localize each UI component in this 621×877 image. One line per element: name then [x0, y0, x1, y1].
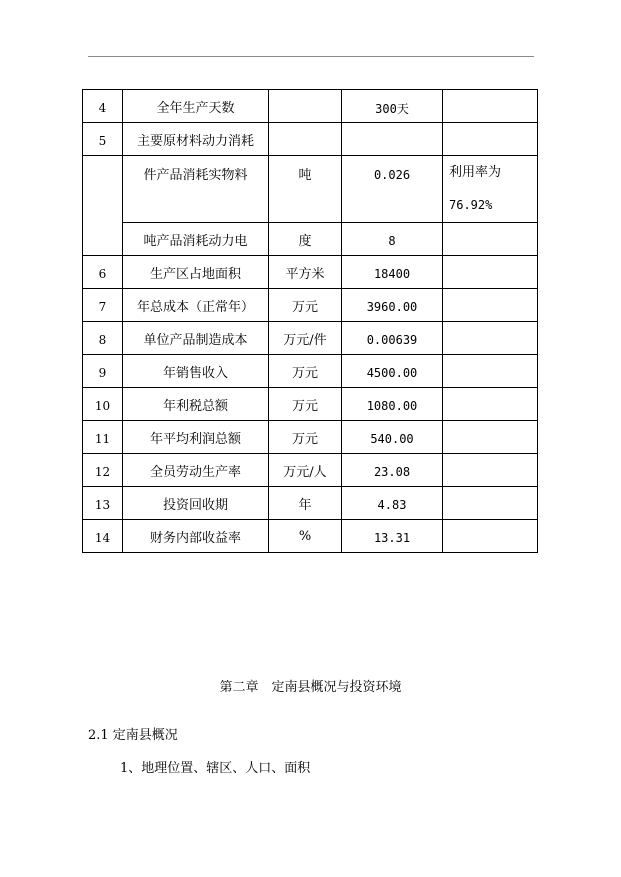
row-number: 9	[83, 355, 123, 388]
note-cell	[443, 520, 538, 553]
unit-cell: 平方米	[269, 256, 342, 289]
table-row	[83, 123, 538, 156]
value-cell: 1080.00	[342, 388, 443, 421]
note-cell	[443, 223, 538, 256]
value-cell: 18400	[342, 256, 443, 289]
row-number: 7	[83, 289, 123, 322]
unit-cell: %	[269, 520, 342, 553]
table-row	[83, 355, 538, 388]
table-row	[83, 90, 538, 123]
unit-cell: 万元	[269, 388, 342, 421]
row-number: 14	[83, 520, 123, 553]
table-row	[83, 520, 538, 553]
value-cell: 0.026	[342, 156, 443, 223]
table-row	[83, 388, 538, 421]
row-number: 11	[83, 421, 123, 454]
table-row	[83, 289, 538, 322]
note-cell	[443, 322, 538, 355]
item-name: 生产区占地面积	[123, 256, 269, 289]
row-number: 6	[83, 256, 123, 289]
value-cell: 4.83	[342, 487, 443, 520]
unit-cell: 吨	[269, 156, 342, 223]
value-cell: 0.00639	[342, 322, 443, 355]
table-row	[83, 223, 538, 256]
unit-cell: 年	[269, 487, 342, 520]
unit-cell	[269, 123, 342, 156]
item-name: 件产品消耗实物料	[123, 156, 269, 223]
row-number: 8	[83, 322, 123, 355]
value-cell	[342, 123, 443, 156]
subsection-title: 1、地理位置、辖区、人口、面积	[120, 761, 311, 776]
value-cell: 3960.00	[342, 289, 443, 322]
note-cell	[443, 256, 538, 289]
item-name: 吨产品消耗动力电	[123, 223, 269, 256]
value-cell: 300天	[342, 90, 443, 123]
note-cell	[443, 487, 538, 520]
item-name: 全年生产天数	[123, 90, 269, 123]
item-name: 财务内部收益率	[123, 520, 269, 553]
value-cell: 4500.00	[342, 355, 443, 388]
unit-cell: 万元	[269, 421, 342, 454]
note-line: 76.92%	[449, 198, 493, 212]
row-number: 5	[83, 123, 123, 156]
table-row	[83, 256, 538, 289]
item-name: 单位产品制造成本	[123, 322, 269, 355]
unit-cell: 万元	[269, 289, 342, 322]
table-row	[83, 487, 538, 520]
header-rule	[88, 56, 534, 57]
item-name: 年总成本（正常年）	[123, 289, 269, 322]
section-title: 2.1 定南县概况	[88, 728, 178, 743]
row-number: 12	[83, 454, 123, 487]
note-cell	[443, 421, 538, 454]
item-name: 全员劳动生产率	[123, 454, 269, 487]
chapter-title: 第二章 定南县概况与投资环境	[219, 680, 402, 695]
unit-cell: 万元	[269, 355, 342, 388]
note-line: 利用率为	[449, 165, 502, 180]
item-name: 主要原材料动力消耗	[123, 123, 269, 156]
item-name: 年销售收入	[123, 355, 269, 388]
note-cell	[443, 388, 538, 421]
value-cell: 13.31	[342, 520, 443, 553]
table-row	[83, 421, 538, 454]
note-cell	[443, 123, 538, 156]
item-name: 投资回收期	[123, 487, 269, 520]
item-name: 年平均利润总额	[123, 421, 269, 454]
unit-cell: 度	[269, 223, 342, 256]
unit-cell	[269, 90, 342, 123]
note-cell	[443, 454, 538, 487]
note-cell	[443, 289, 538, 322]
value-cell: 540.00	[342, 421, 443, 454]
item-name: 年利税总额	[123, 388, 269, 421]
value-cell: 23.08	[342, 454, 443, 487]
row-number: 10	[83, 388, 123, 421]
table-row	[83, 156, 538, 223]
note-cell	[443, 156, 538, 223]
value-cell: 8	[342, 223, 443, 256]
unit-cell: 万元/人	[269, 454, 342, 487]
table-row	[83, 454, 538, 487]
indicator-table	[82, 89, 538, 553]
row-number: 4	[83, 90, 123, 123]
row-number: 13	[83, 487, 123, 520]
table-row	[83, 322, 538, 355]
note-cell	[443, 90, 538, 123]
unit-cell: 万元/件	[269, 322, 342, 355]
note-cell	[443, 355, 538, 388]
row-number	[83, 156, 123, 256]
